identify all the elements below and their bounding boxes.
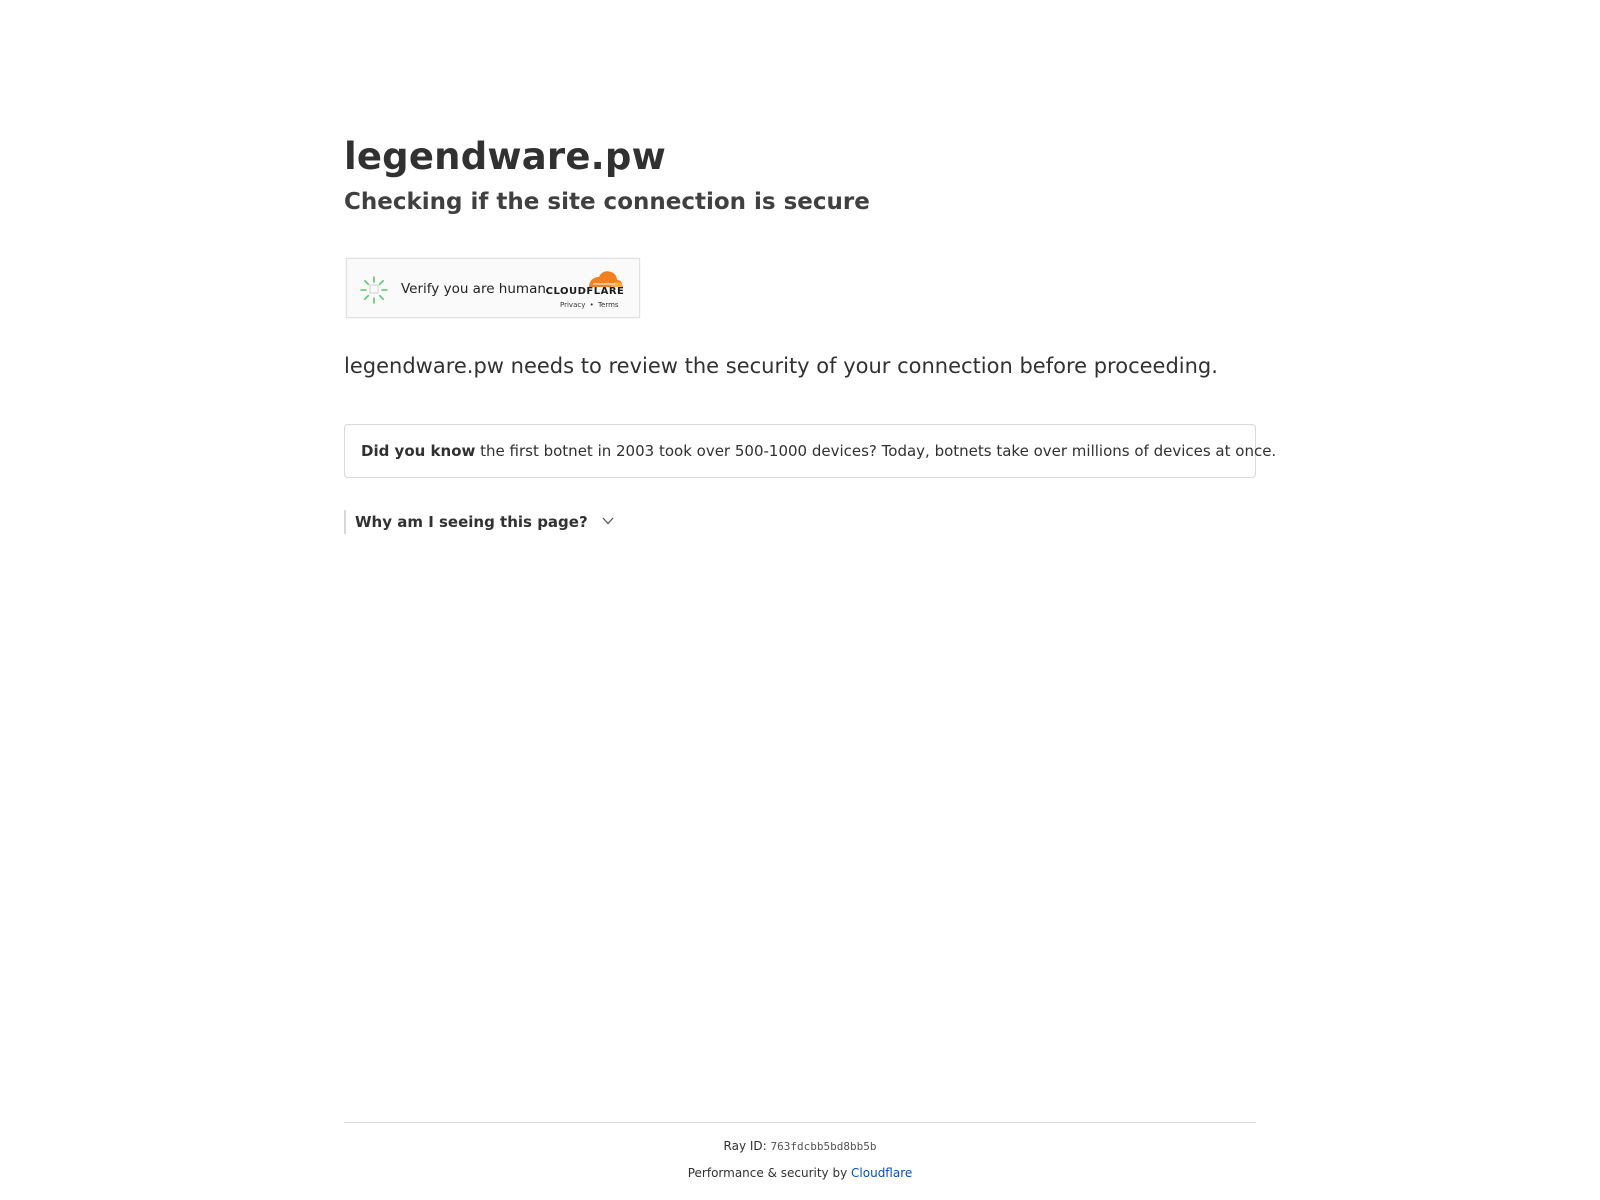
why-seeing-label: Why am I seeing this page? [355,513,588,531]
privacy-link[interactable]: Privacy [560,301,586,309]
loading-spinner-icon [359,275,389,305]
ray-id: 763fdcbb5bd8bb5b [770,1140,877,1153]
cloudflare-logo [545,269,629,309]
main-content [344,130,1277,531]
ray-line [344,1136,1256,1157]
site-title: legendware.pw [344,135,666,178]
footer-divider [344,1122,1256,1123]
verify-label: Verify you are human [401,281,546,297]
cf-links [559,301,620,309]
turnstile-widget[interactable] [346,258,640,318]
link-separator: • [589,301,594,309]
did-you-know-label: Did you know [361,442,476,460]
cloudflare-wordmark: CLOUDFLARE [545,286,625,297]
did-you-know-box [344,424,1277,478]
performance-label: Performance & security by [687,1166,848,1180]
did-you-know-text: the first botnet in 2003 took over 500-1000 devices? Today, botnets take over millions of devices at once. [480,442,1277,460]
cloudflare-link[interactable]: Cloudflare [851,1166,913,1180]
ray-label: Ray ID: [723,1139,767,1153]
performance-line [344,1163,1256,1183]
security-lead-text: legendware.pw needs to review the security of your connection before proceeding. [344,354,1218,378]
terms-link[interactable]: Terms [597,301,619,309]
page-subtitle: Checking if the site connection is secure [344,189,870,215]
chevron-down-icon [601,514,615,528]
footer [344,1136,1256,1183]
why-seeing-toggle[interactable] [344,510,615,534]
